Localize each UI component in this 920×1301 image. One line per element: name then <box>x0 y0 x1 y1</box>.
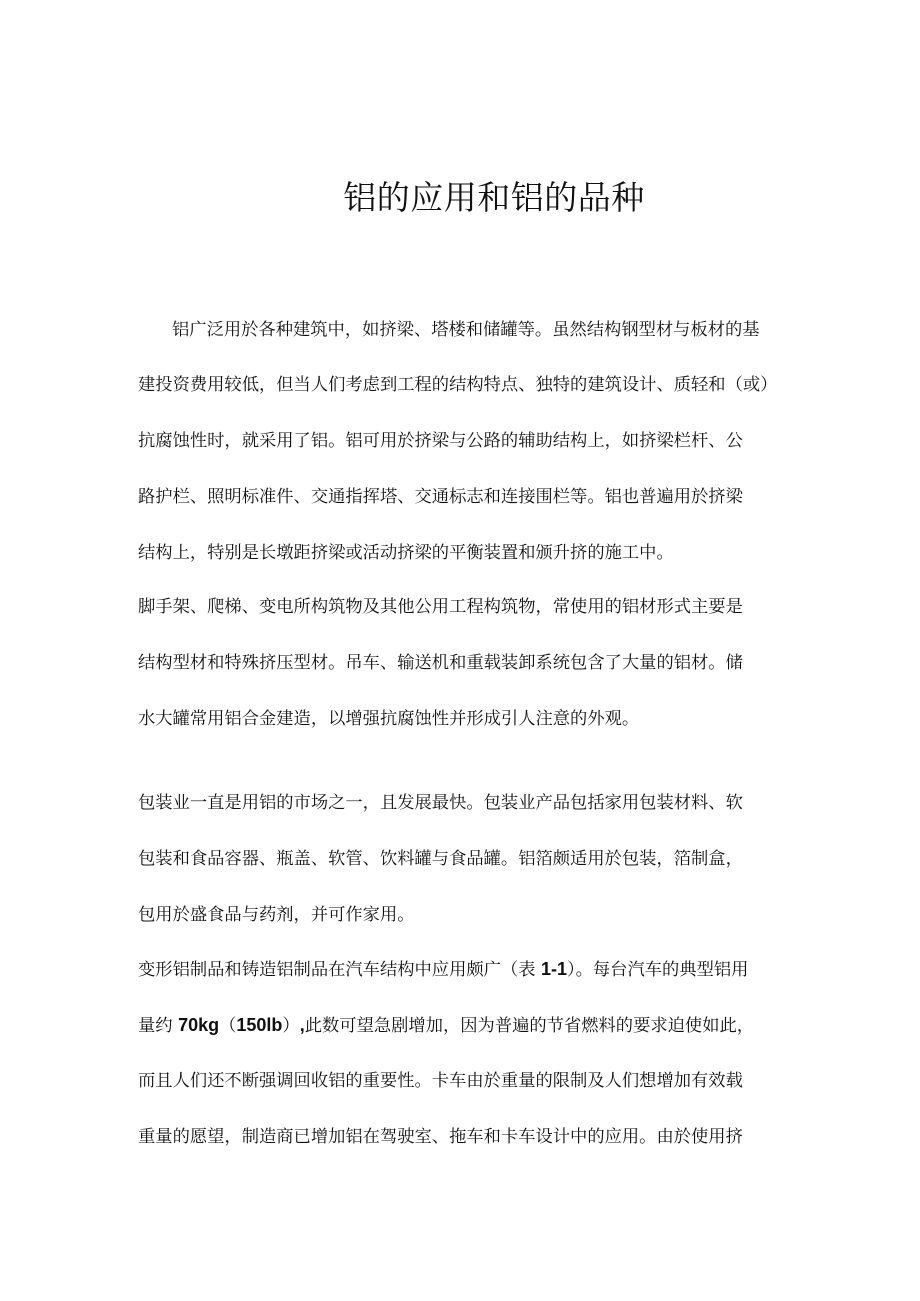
text-line: 铝广泛用於各种建筑中，如挤梁、塔楼和储罐等。虽然结构钢型材与板材的基 <box>172 320 760 340</box>
text-line: 水大罐常用铝合金建造，以增强抗腐蚀性并形成引人注意的外观。 <box>138 709 640 729</box>
table-reference: 1-1 <box>540 959 567 979</box>
text-line: 包装和食品容器、瓶盖、软管、饮料罐与食品罐。铝箔颇适用於包装，箔制盒， <box>138 849 743 869</box>
text-segment: 此数可望急剧增加，因为普遍的节省燃料的要求迫使如此， <box>304 1016 755 1036</box>
page-title: 铝的应用和铝的品种 <box>343 178 645 217</box>
comma: , <box>299 1015 305 1035</box>
text-line: 包用於盛食品与药剂，并可作家用。 <box>138 905 415 925</box>
text-line: 结构上，特别是长墩距挤梁或活动挤梁的平衡装置和颁升挤的施工中。 <box>138 543 674 563</box>
text-line: 而且人们还不断强调回收铝的重要性。卡车由於重量的限制及人们想增加有效载 <box>138 1071 743 1091</box>
weight-kg: 70kg <box>178 1015 220 1035</box>
text-line <box>138 1013 858 1038</box>
text-segment: ）。每台汽车的典型铝用 <box>566 960 749 980</box>
text-line: 路护栏、照明标准件、交通指挥塔、交通标志和连接围栏等。铝也普遍用於挤梁 <box>138 487 743 507</box>
text-line <box>138 957 858 982</box>
text-line: 抗腐蚀性时，就采用了铝。铝可用於挤梁与公路的辅助结构上，如挤梁栏杆、公 <box>138 431 743 451</box>
text-line: 脚手架、爬梯、变电所构筑物及其他公用工程构筑物，常使用的铝材形式主要是 <box>138 597 743 617</box>
weight-lb: 150lb <box>236 1015 283 1035</box>
text-line: 结构型材和特殊挤压型材。吊车、输送机和重载装卸系统包含了大量的铝材。储 <box>138 653 743 673</box>
text-line: 包装业一直是用铝的市场之一，且发展最快。包装业产品包括家用包装材料、软 <box>138 793 743 813</box>
text-segment: 量约 <box>138 1016 179 1036</box>
text-segment: 变形铝制品和铸造铝制品在汽车结构中应用颇广（表 <box>138 960 541 980</box>
text-segment: （ <box>219 1016 237 1036</box>
text-line: 建投资费用较低，但当人们考虑到工程的结构特点、独特的建筑设计、质轻和（或） <box>138 375 778 395</box>
text-segment: ） <box>282 1016 300 1036</box>
text-line: 重量的愿望，制造商已增加铝在驾驶室、拖车和卡车设计中的应用。由於使用挤 <box>138 1127 743 1147</box>
